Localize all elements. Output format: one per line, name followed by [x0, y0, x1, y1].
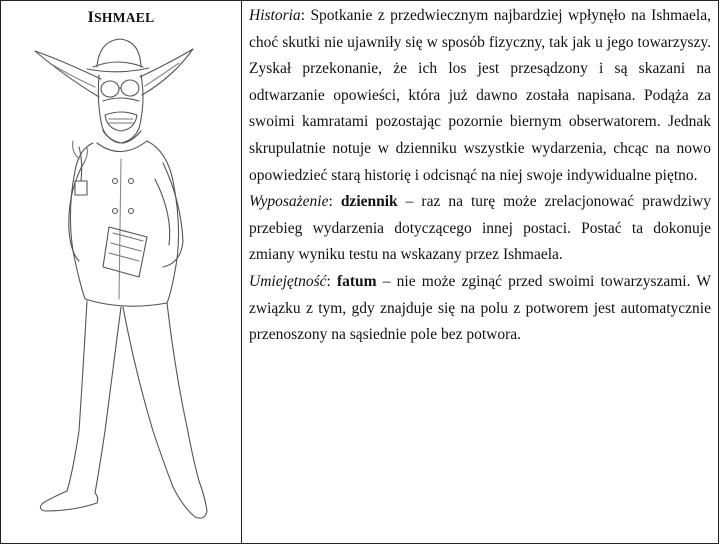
- equipment-item-name: dziennik: [340, 193, 398, 211]
- character-name-rest: SHMAEL: [94, 10, 155, 25]
- skill-text: nie może zginąć przed swoimi towarzyszami. W związku z tym, gdy znajduje się na polu z potworem jest automatycznie przenoszony na sąsiednie pole bez potwora.: [249, 272, 712, 344]
- history-label: Historia: [249, 7, 301, 24]
- column-divider: [241, 1, 242, 543]
- skill-label: Umiejętność: [249, 272, 327, 290]
- character-sketch: [23, 31, 223, 536]
- equipment-paragraph: Wyposażenie: dziennik – raz na turę może zrelacjonować prawdziwy przebieg wydarzenia dotyczącego innej postaci. Postać ta dokonuje zmiany wyniku testu na wskazany przez Ishmaela.: [249, 193, 711, 264]
- portrait-column: [1, 1, 241, 543]
- character-name-initial: I: [87, 9, 95, 26]
- character-name: [1, 9, 241, 27]
- skill-item-name: fatum: [336, 272, 377, 290]
- equipment-label: Wyposażenie: [249, 193, 329, 211]
- skill-paragraph: Umiejętność: fatum – nie może zginąć przed swoimi towarzyszami. W związku z tym, gdy znajduje się na polu z potworem jest automatycznie przenoszony na sąsiednie pole bez potwora.: [249, 272, 712, 344]
- description-column: [249, 3, 711, 541]
- equipment-text: raz na turę może zrelacjonować prawdziwy przebieg wydarzenia dotyczącego innej postaci. Postać ta dokonuje zmiany wyniku testu na wskazany przez Ishmaela.: [249, 193, 711, 264]
- history-text: Spotkanie z przedwiecznym najbardziej wpłynęło na Ishmaela, choć skutki nie ujawniły się w sposób fizyczny, tak jak u jego towarzyszy. Zyskał przekonanie, że ich los jest przesądzony i są skazani na odtwarzanie opowieści, która już dawno została napisana. Podąża za swoimi kamratami pozostając pozornie biernym obserwatorem. Jednak skrupulatnie notuje w dzienniku wszystkie wydarzenia, chcąc na nowo opowiedzieć starą historię i odcisnąć na niej swoje indywidualne piętno.: [249, 7, 711, 184]
- history-paragraph: Historia: Spotkanie z przedwiecznym najbardziej wpłynęło na Ishmaela, choć skutki nie ujawniły się w sposób fizyczny, tak jak u jego towarzyszy. Zyskał przekonanie, że ich los jest przesądzony i są skazani na odtwarzanie opowieści, która już dawno została napisana. Podąża za swoimi kamratami pozostając pozornie biernym obserwatorem. Jednak skrupulatnie notuje w dzienniku wszystkie wydarzenia, chcąc na nowo opowiedzieć starą historię i odcisnąć na niej swoje indywidualne piętno.: [249, 7, 711, 184]
